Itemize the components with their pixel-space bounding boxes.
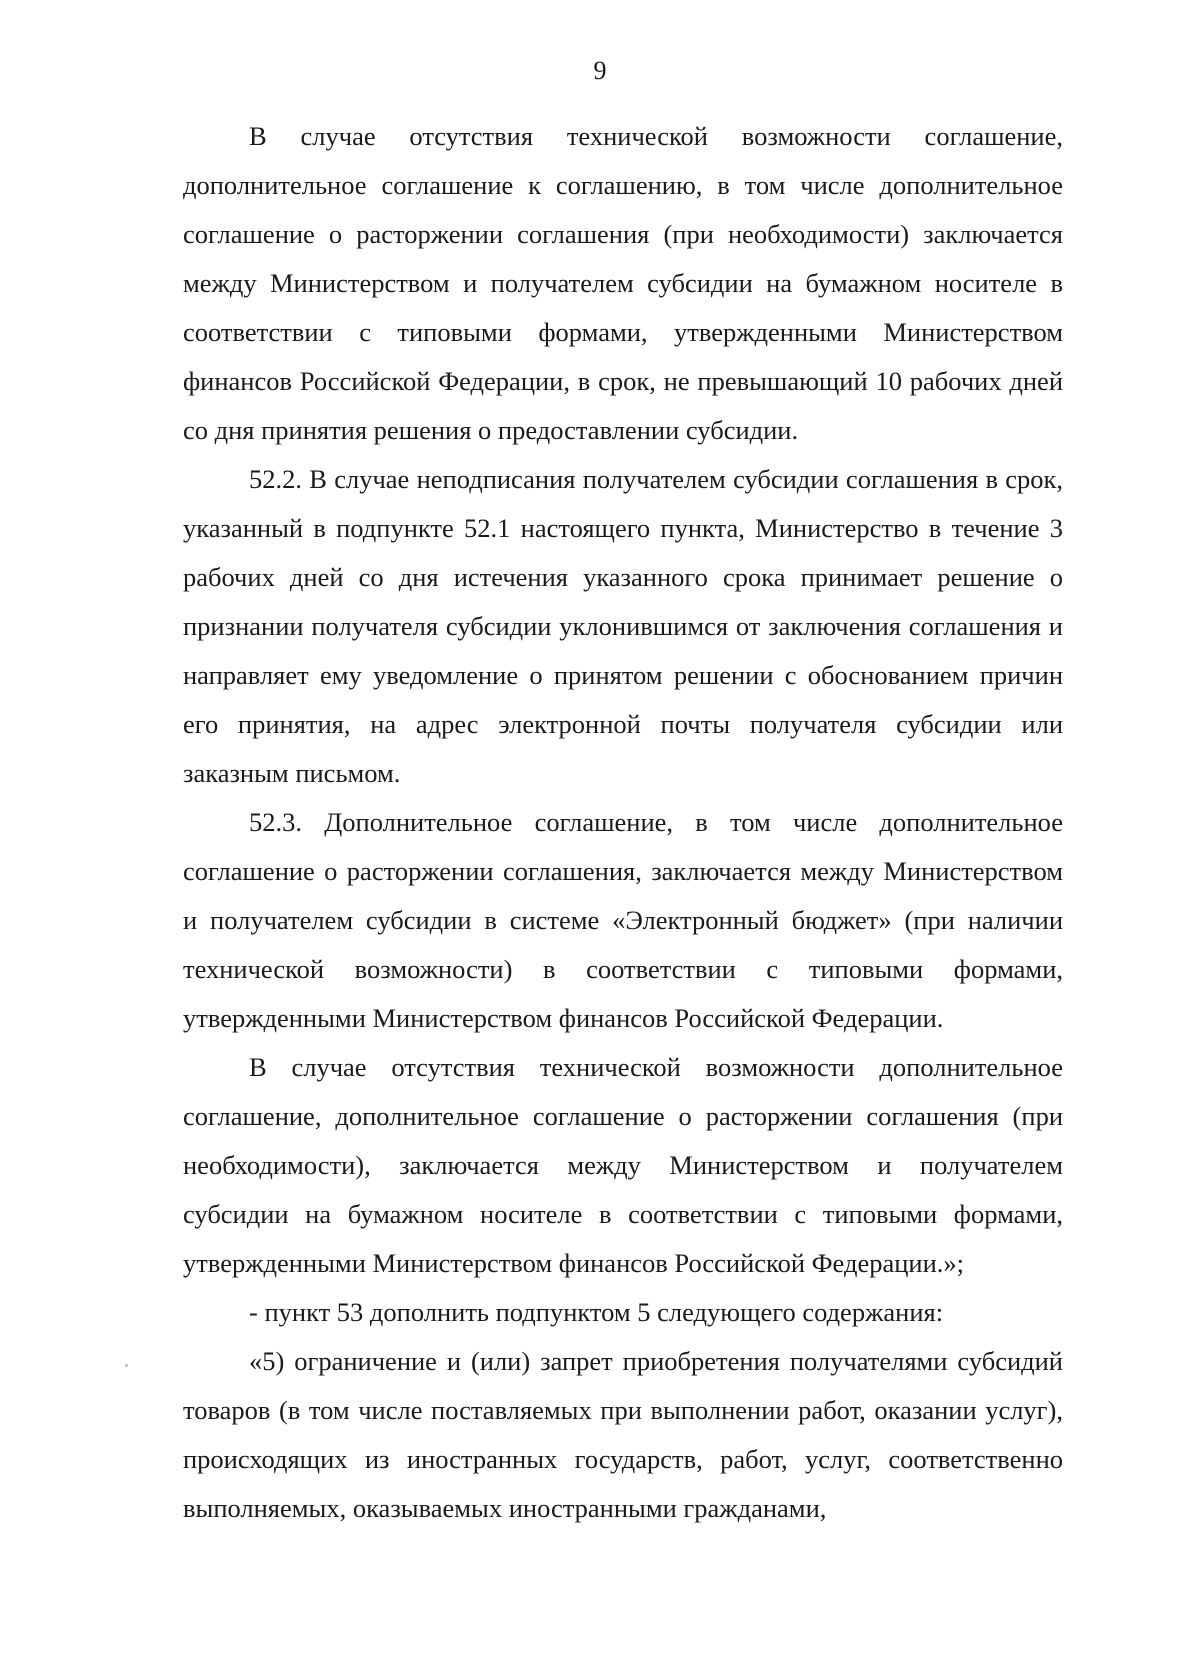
page-number: 9 [593, 56, 607, 85]
paragraph-item-53-amendment: - пункт 53 дополнить подпунктом 5 следующего содержания: [249, 1297, 944, 1327]
paragraph-52-3: 52.3. Дополнительное соглашение, в том числе дополнительное соглашение о расторжении соглашения, заключается между Министерством и получателем субсидии в системе «Электронный бюджет» (при наличии технической возможности) в соответствии с типовыми формами, утвержденными Министерством финансов Российской Федерации. [183, 807, 1063, 1033]
paragraph-no-technical-possibility: В случае отсутствия технической возможности соглашение, дополнительное соглашение к соглашению, в том числе дополнительное соглашение о расторжении соглашения (при необходимости) заключается между Министерством и получателем субсидии на бумажном носителе в соответствии с типовыми формами, утвержденными Министерством финансов Российской Федерации, в срок, не превышающий 10 рабочих дней со дня принятия решения о предоставлении субсидии. [183, 121, 1063, 445]
paragraph-52-2: 52.2. В случае неподписания получателем субсидии соглашения в срок, указанный в подпункте 52.1 настоящего пункта, Министерство в течение 3 рабочих дней со дня истечения указанного срока принимает решение о признании получателя субсидии уклонившимся от заключения соглашения и направляет ему уведомление о принятом решении с обоснованием причин его принятия, на адрес электронной почты получателя субсидии или заказным письмом. [183, 464, 1063, 788]
paragraph-subitem-5: «5) ограничение и (или) запрет приобретения получателями субсидий товаров (в том числе поставляемых при выполнении работ, оказании услуг), происходящих из иностранных государств, работ, услуг, соответственно выполняемых, оказываемых иностранными гражданами, [183, 1346, 1063, 1523]
document-body [183, 112, 1063, 1533]
scan-speck [125, 1364, 128, 1367]
paragraph-additional-agreement-paper: В случае отсутствия технической возможности дополнительное соглашение, дополнительное соглашение о расторжении соглашения (при необходимости), заключается между Министерством и получателем субсидии на бумажном носителе в соответствии с типовыми формами, утвержденными Министерством финансов Российской Федерации.»; [183, 1052, 1063, 1278]
